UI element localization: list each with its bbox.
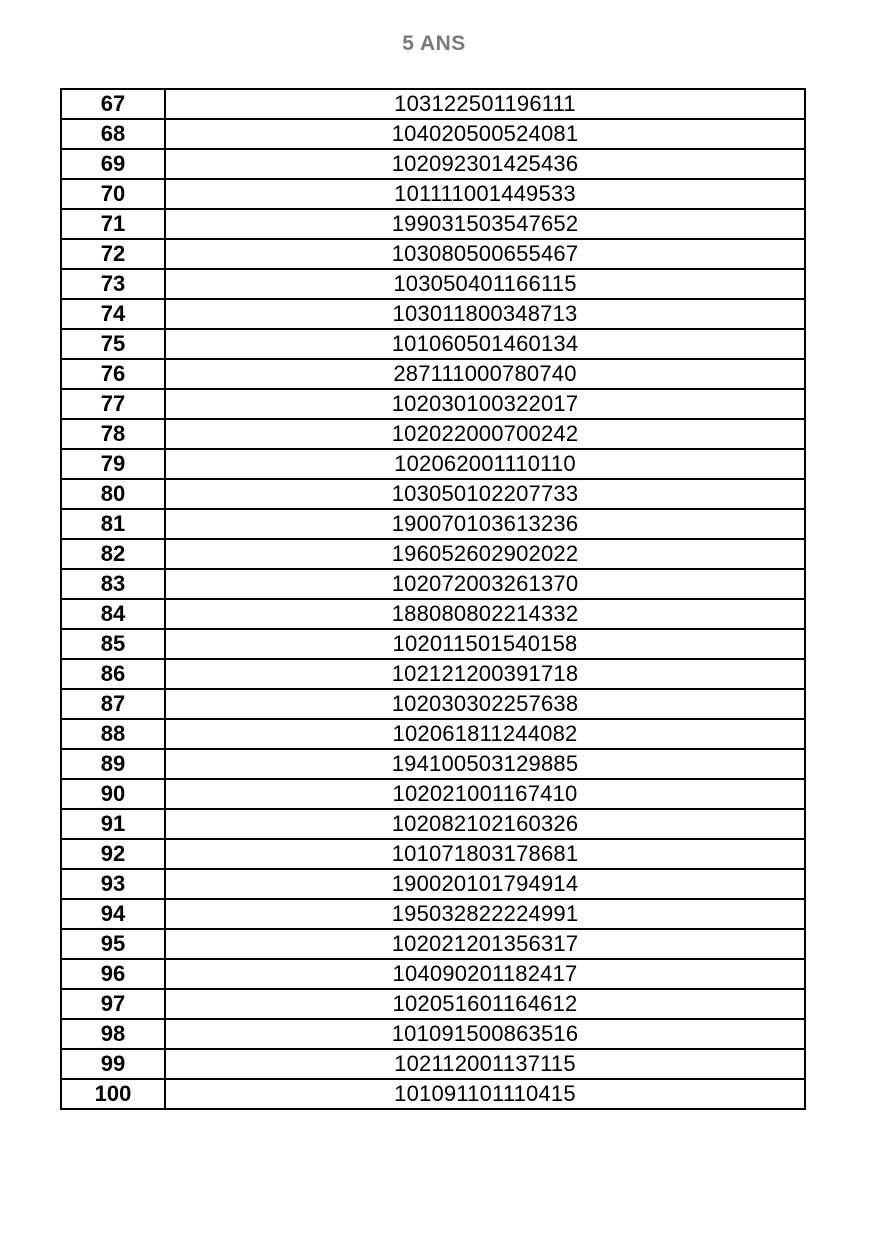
table-row (61, 449, 805, 479)
row-number-cell: 86 (61, 659, 165, 689)
table-row (61, 569, 805, 599)
identifier-cell: 101091500863516 (165, 1019, 805, 1049)
identifier-cell: 102021001167410 (165, 779, 805, 809)
row-number-cell: 74 (61, 299, 165, 329)
table-row (61, 929, 805, 959)
row-number-cell: 80 (61, 479, 165, 509)
row-number-cell: 99 (61, 1049, 165, 1079)
table-row (61, 329, 805, 359)
table-row (61, 719, 805, 749)
row-number-cell: 78 (61, 419, 165, 449)
identifier-cell: 102061811244082 (165, 719, 805, 749)
row-number-cell: 67 (61, 89, 165, 119)
row-number-cell: 76 (61, 359, 165, 389)
identifier-cell: 102072003261370 (165, 569, 805, 599)
table-row (61, 119, 805, 149)
row-number-cell: 100 (61, 1079, 165, 1109)
table-row (61, 299, 805, 329)
table-row (61, 839, 805, 869)
identifier-cell: 102082102160326 (165, 809, 805, 839)
table-row (61, 1049, 805, 1079)
table-row (61, 239, 805, 269)
table-row (61, 419, 805, 449)
table-row (61, 689, 805, 719)
identifier-cell: 196052602902022 (165, 539, 805, 569)
row-number-cell: 79 (61, 449, 165, 479)
row-number-cell: 77 (61, 389, 165, 419)
identifier-cell: 102011501540158 (165, 629, 805, 659)
table-row (61, 509, 805, 539)
row-number-cell: 98 (61, 1019, 165, 1049)
identifier-cell: 102062001110110 (165, 449, 805, 479)
identifier-cell: 102051601164612 (165, 989, 805, 1019)
row-number-cell: 70 (61, 179, 165, 209)
row-number-cell: 93 (61, 869, 165, 899)
row-number-cell: 75 (61, 329, 165, 359)
page-title: 5 ANS (402, 32, 466, 55)
table-row (61, 959, 805, 989)
row-number-cell: 73 (61, 269, 165, 299)
table-row (61, 629, 805, 659)
row-number-cell: 85 (61, 629, 165, 659)
identifier-cell: 287111000780740 (165, 359, 805, 389)
identifier-cell: 199031503547652 (165, 209, 805, 239)
identifier-cell: 190020101794914 (165, 869, 805, 899)
row-number-cell: 68 (61, 119, 165, 149)
identifier-cell: 102112001137115 (165, 1049, 805, 1079)
row-number-cell: 95 (61, 929, 165, 959)
identifier-cell: 102021201356317 (165, 929, 805, 959)
row-number-cell: 84 (61, 599, 165, 629)
table-row (61, 539, 805, 569)
table-body (61, 89, 805, 1109)
row-number-cell: 83 (61, 569, 165, 599)
table-row (61, 1019, 805, 1049)
identifier-cell: 102092301425436 (165, 149, 805, 179)
data-table (60, 88, 806, 1110)
table-row (61, 989, 805, 1019)
identifier-cell: 102030100322017 (165, 389, 805, 419)
table-row (61, 359, 805, 389)
table-row (61, 749, 805, 779)
table-row (61, 899, 805, 929)
table-row (61, 209, 805, 239)
identifier-cell: 103080500655467 (165, 239, 805, 269)
row-number-cell: 92 (61, 839, 165, 869)
identifier-cell: 103050102207733 (165, 479, 805, 509)
identifier-cell: 102022000700242 (165, 419, 805, 449)
row-number-cell: 94 (61, 899, 165, 929)
row-number-cell: 89 (61, 749, 165, 779)
row-number-cell: 87 (61, 689, 165, 719)
table-row (61, 389, 805, 419)
table-row (61, 89, 805, 119)
table-row (61, 479, 805, 509)
row-number-cell: 69 (61, 149, 165, 179)
identifier-cell: 102121200391718 (165, 659, 805, 689)
identifier-cell: 103011800348713 (165, 299, 805, 329)
identifier-cell: 190070103613236 (165, 509, 805, 539)
identifier-cell: 188080802214332 (165, 599, 805, 629)
row-number-cell: 72 (61, 239, 165, 269)
identifier-cell: 103050401166115 (165, 269, 805, 299)
row-number-cell: 90 (61, 779, 165, 809)
table-row (61, 1079, 805, 1109)
identifier-cell: 104020500524081 (165, 119, 805, 149)
identifier-cell: 194100503129885 (165, 749, 805, 779)
table-row (61, 269, 805, 299)
row-number-cell: 81 (61, 509, 165, 539)
table-row (61, 809, 805, 839)
table-row (61, 779, 805, 809)
table-row (61, 149, 805, 179)
identifier-cell: 195032822224991 (165, 899, 805, 929)
row-number-cell: 91 (61, 809, 165, 839)
row-number-cell: 88 (61, 719, 165, 749)
identifier-cell: 103122501196111 (165, 89, 805, 119)
data-table-container (60, 88, 804, 1110)
table-row (61, 659, 805, 689)
identifier-cell: 102030302257638 (165, 689, 805, 719)
identifier-cell: 101111001449533 (165, 179, 805, 209)
row-number-cell: 96 (61, 959, 165, 989)
identifier-cell: 101091101110415 (165, 1079, 805, 1109)
table-row (61, 599, 805, 629)
table-row (61, 179, 805, 209)
row-number-cell: 97 (61, 989, 165, 1019)
identifier-cell: 101071803178681 (165, 839, 805, 869)
row-number-cell: 71 (61, 209, 165, 239)
identifier-cell: 101060501460134 (165, 329, 805, 359)
table-row (61, 869, 805, 899)
row-number-cell: 82 (61, 539, 165, 569)
identifier-cell: 104090201182417 (165, 959, 805, 989)
